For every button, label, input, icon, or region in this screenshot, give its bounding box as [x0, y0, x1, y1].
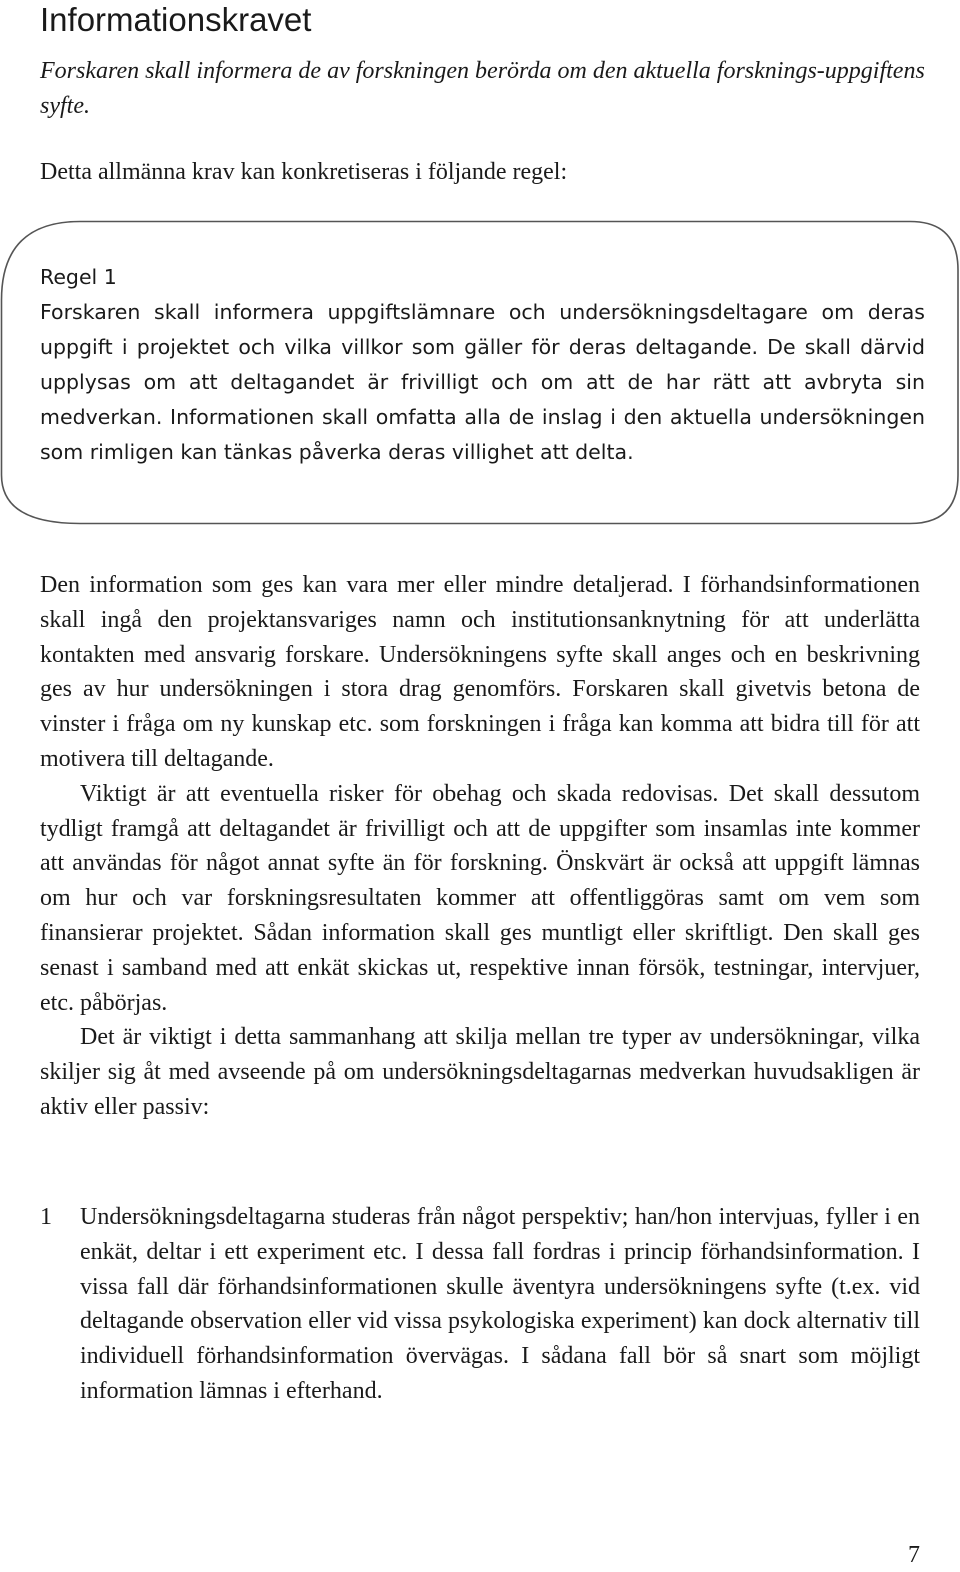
list-item-number: 1	[40, 1204, 52, 1230]
body-text	[40, 568, 920, 1125]
page-number: 7	[908, 1542, 920, 1568]
numbered-list	[40, 1200, 920, 1409]
rule-text: Forskaren skall informera uppgiftslämnare och undersökningsdeltagare om deras uppgift i projektet och vilka villkor som gäller för deras deltagande. De skall därvid upplysas om att deltagandet är frivilligt och om att de har rätt att avbryta sin medverkan. Informationen skall omfatta alla de inslag i den aktuella undersökningen som rimligen kan tänkas påverka deras villighet att delta.	[40, 300, 925, 464]
lead-sentence: Detta allmänna krav kan konkretiseras i följande regel:	[40, 159, 568, 185]
requirement-definition: Forskaren skall informera de av forskningen berörda om den aktuella forsknings-uppgiftens syfte.	[40, 58, 925, 119]
list-item-text: Undersökningsdeltagarna studeras från något perspektiv; han/hon intervjuas, fyller i en enkät, deltar i ett experiment etc. I dessa fall fordras i princip förhandsinformation. I vissa fall där förhandsinformationen skulle äventyra undersökningens syfte (t.ex. vid deltagande observation eller vid vissa psykologiska experiment) kan dock alternativ till individuell förhandsinformation övervägas. I sådana fall bör så snart som möjligt information lämnas i efterhand.	[80, 1204, 920, 1404]
section-heading: Informationskravet	[40, 1, 312, 38]
rule-box	[0, 220, 960, 525]
rule-title: Regel 1	[40, 265, 117, 289]
paragraph: Det är viktigt i detta sammanhang att skilja mellan tre typer av undersökningar, vilka skiljer sig åt med avseende på om undersökningsdeltagarnas medverkan huvudsakligen är aktiv eller passiv:	[40, 1024, 920, 1120]
list-item	[40, 1200, 920, 1409]
paragraph: Den information som ges kan vara mer eller mindre detaljerad. I förhandsinformationen skall ingå den projektansvariges namn och institutionsanknytning för att underlätta kontakten med ansvarig forskare. Undersökningens syfte skall anges och en beskrivning ges av hur undersökningen i stora drag genomförs. Forskaren skall givetvis betona de vinster i fråga om ny kunskap etc. som forskningen i fråga kan komma att bidra till för att motivera till deltagande.	[40, 572, 920, 772]
paragraph: Viktigt är att eventuella risker för obehag och skada redovisas. Det skall dessutom tydligt framgå att deltagandet är frivilligt och att de uppgifter som insamlas inte kommer att användas för något annat syfte än för forskning. Önskvärt är också att uppgift lämnas om hur och var forskningsresultaten kommer att offentliggöras samt om vem som finansierar projektet. Sådan information skall ges muntligt eller skriftligt. Den skall ges senast i samband med att enkät skickas ut, respektive innan försök, testningar, intervjuer, etc. påbörjas.	[40, 780, 920, 1016]
